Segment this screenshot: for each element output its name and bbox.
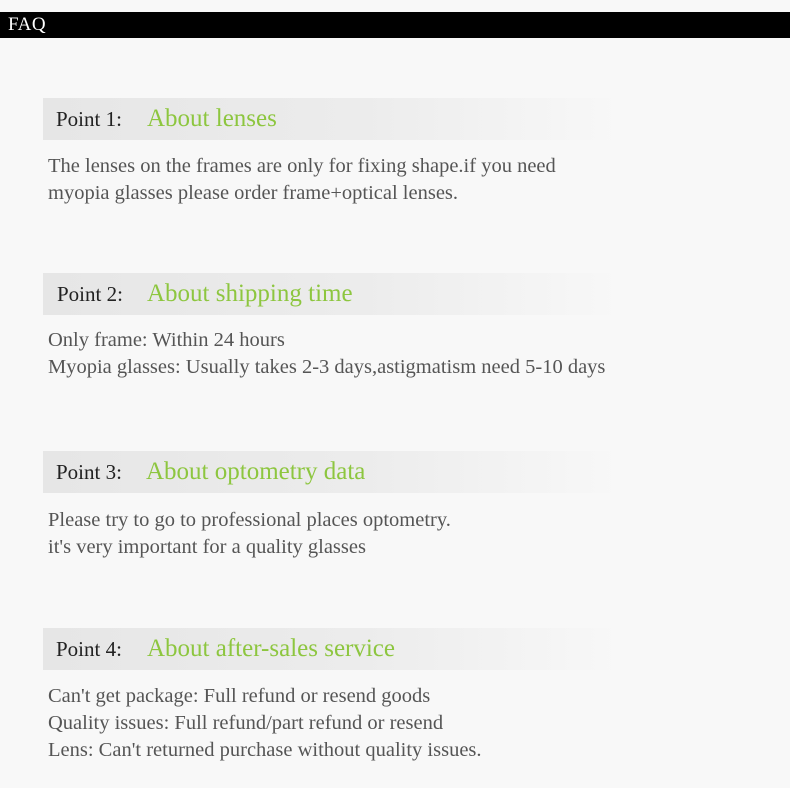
section-body — [48, 507, 451, 561]
body-line: The lenses on the frames are only for fixing shape.if you need — [48, 155, 556, 177]
body-line: Can't get package: Full refund or resend goods — [48, 685, 431, 707]
faq-header-bar — [0, 12, 790, 38]
point-label: Point 2: — [57, 282, 123, 306]
section-body — [48, 153, 556, 207]
section-header — [43, 273, 623, 315]
body-line: Only frame: Within 24 hours — [48, 329, 285, 351]
body-line: Please try to go to professional places optometry. — [48, 509, 451, 531]
section-body — [48, 327, 605, 381]
body-line: myopia glasses please order frame+optical lenses. — [48, 182, 459, 204]
section-header — [43, 628, 623, 670]
section-title: About shipping time — [147, 280, 353, 307]
section-body — [48, 683, 482, 764]
section-title: About after-sales service — [147, 635, 395, 662]
body-line: Quality issues: Full refund/part refund or resend — [48, 712, 444, 734]
point-label: Point 4: — [56, 637, 122, 661]
point-label: Point 3: — [56, 460, 122, 484]
body-line: Lens: Can't returned purchase without quality issues. — [48, 739, 482, 761]
section-header — [43, 98, 623, 140]
section-title: About lenses — [147, 105, 277, 132]
body-line: Myopia glasses: Usually takes 2-3 days,astigmatism need 5-10 days — [48, 356, 606, 378]
section-title: About optometry data — [146, 458, 366, 485]
faq-title: FAQ — [8, 14, 47, 35]
section-header — [43, 451, 623, 493]
point-label: Point 1: — [56, 107, 122, 131]
body-line: it's very important for a quality glasses — [48, 536, 366, 558]
